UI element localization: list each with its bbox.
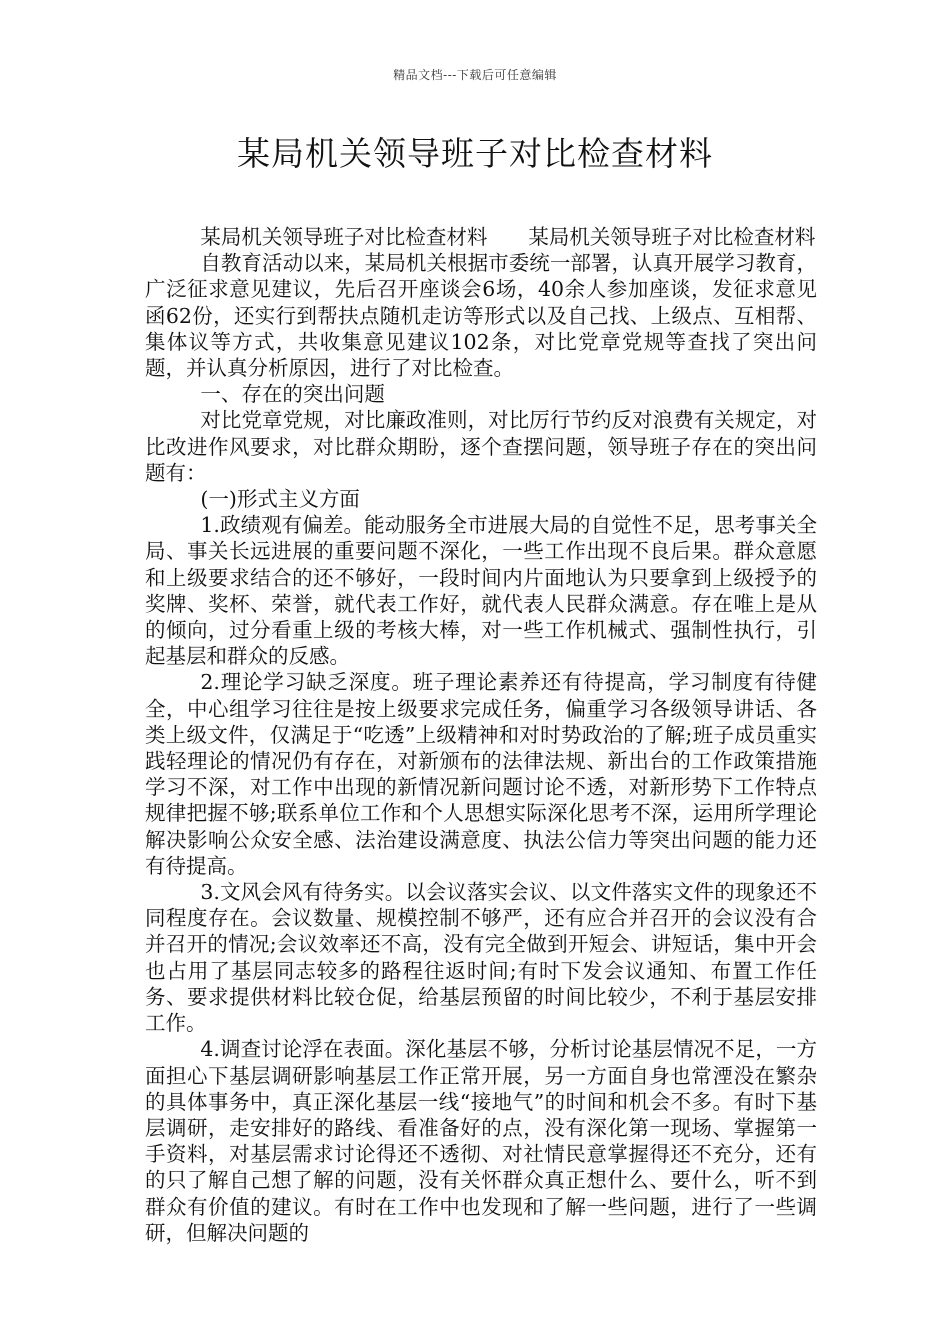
- section-heading-problems: 一、存在的突出问题: [200, 382, 385, 407]
- document-body: [145, 224, 817, 1246]
- paragraph-item-3: 3.文风会风有待务实。以会议落实会议、以文件落实文件的现象还不同程度存在。会议数量、规模控制不够严，还有应合并召开的会议没有合并召开的情况;会议效率还不高，没有完全做到开短会、讲短话，集中开会也占用了基层同志较多的路程往返时间;有时下发会议通知、布置工作任务、要求提供材料比较仓促，给基层预留的时间比较少，不利于基层安排工作。: [145, 880, 817, 1036]
- paragraph-problems-intro: 对比党章党规，对比廉政准则，对比厉行节约反对浪费有关规定，对比改进作风要求，对比群众期盼，逐个查摆问题，领导班子存在的突出问题有：: [145, 408, 817, 485]
- paragraph-item-1: 1.政绩观有偏差。能动服务全市进展大局的自觉性不足，思考事关全局、事关长远进展的重要问题不深化，一些工作出现不良后果。群众意愿和上级要求结合的还不够好，一段时间内片面地认为只要拿到上级授予的奖牌、奖杯、荣誉，就代表工作好，就代表人民群众满意。存在唯上是从的倾向，过分看重上级的考核大棒，对一些工作机械式、强制性执行，引起基层和群众的反感。: [145, 513, 817, 669]
- paragraph-overview: 自教育活动以来，某局机关根据市委统一部署，认真开展学习教育，广泛征求意见建议，先后召开座谈会6场，40余人参加座谈，发征求意见函62份，还实行到帮扶点随机走访等形式以及自己找、上级点、互相帮、集体议等方式，共收集意见建议102条，对比党章党规等查找了突出问题，并认真分析原因，进行了对比检查。: [145, 251, 817, 381]
- intro-title-repeat: 某局机关领导班子对比检查材料 某局机关领导班子对比检查材料: [200, 225, 816, 249]
- paragraph-item-2: 2.理论学习缺乏深度。班子理论素养还有待提高，学习制度有待健全，中心组学习往往是按上级要求完成任务，偏重学习各级领导讲话、各类上级文件，仅满足于“吃透”上级精神和对时势政治的了解;班子成员重实践轻理论的情况仍有存在，对新颁布的法律法规、新出台的工作政策措施学习不深，对工作中出现的新情况新问题讨论不透，对新形势下工作特点规律把握不够;联系单位工作和个人思想实际深化思考不深，运用所学理论解决影响公众安全感、法治建设满意度、执法公信力等突出问题的能力还有待提高。: [145, 670, 817, 878]
- document-title: 某局机关领导班子对比检查材料: [237, 134, 713, 173]
- paragraph-item-4: 4.调查讨论浮在表面。深化基层不够，分析讨论基层情况不足，一方面担心下基层调研影响基层工作正常开展，另一方面自身也常湮没在繁杂的具体事务中，真正深化基层一线“接地气”的时间和机会不多。有时下基层调研，走安排好的路线、看准备好的点，没有深化第一现场、掌握第一手资料，对基层需求讨论得还不透彻、对社情民意掌握得还不充分，还有的只了解自己想了解的问题，没有关怀群众真正想什么、要什么，听不到群众有价值的建议。有时在工作中也发现和了解一些问题，进行了一些调研，但解决问题的: [145, 1037, 817, 1245]
- page-header-note: 精品文档---下载后可任意编辑: [393, 68, 557, 82]
- subsection-heading-formalism: (一)形式主义方面: [200, 487, 360, 512]
